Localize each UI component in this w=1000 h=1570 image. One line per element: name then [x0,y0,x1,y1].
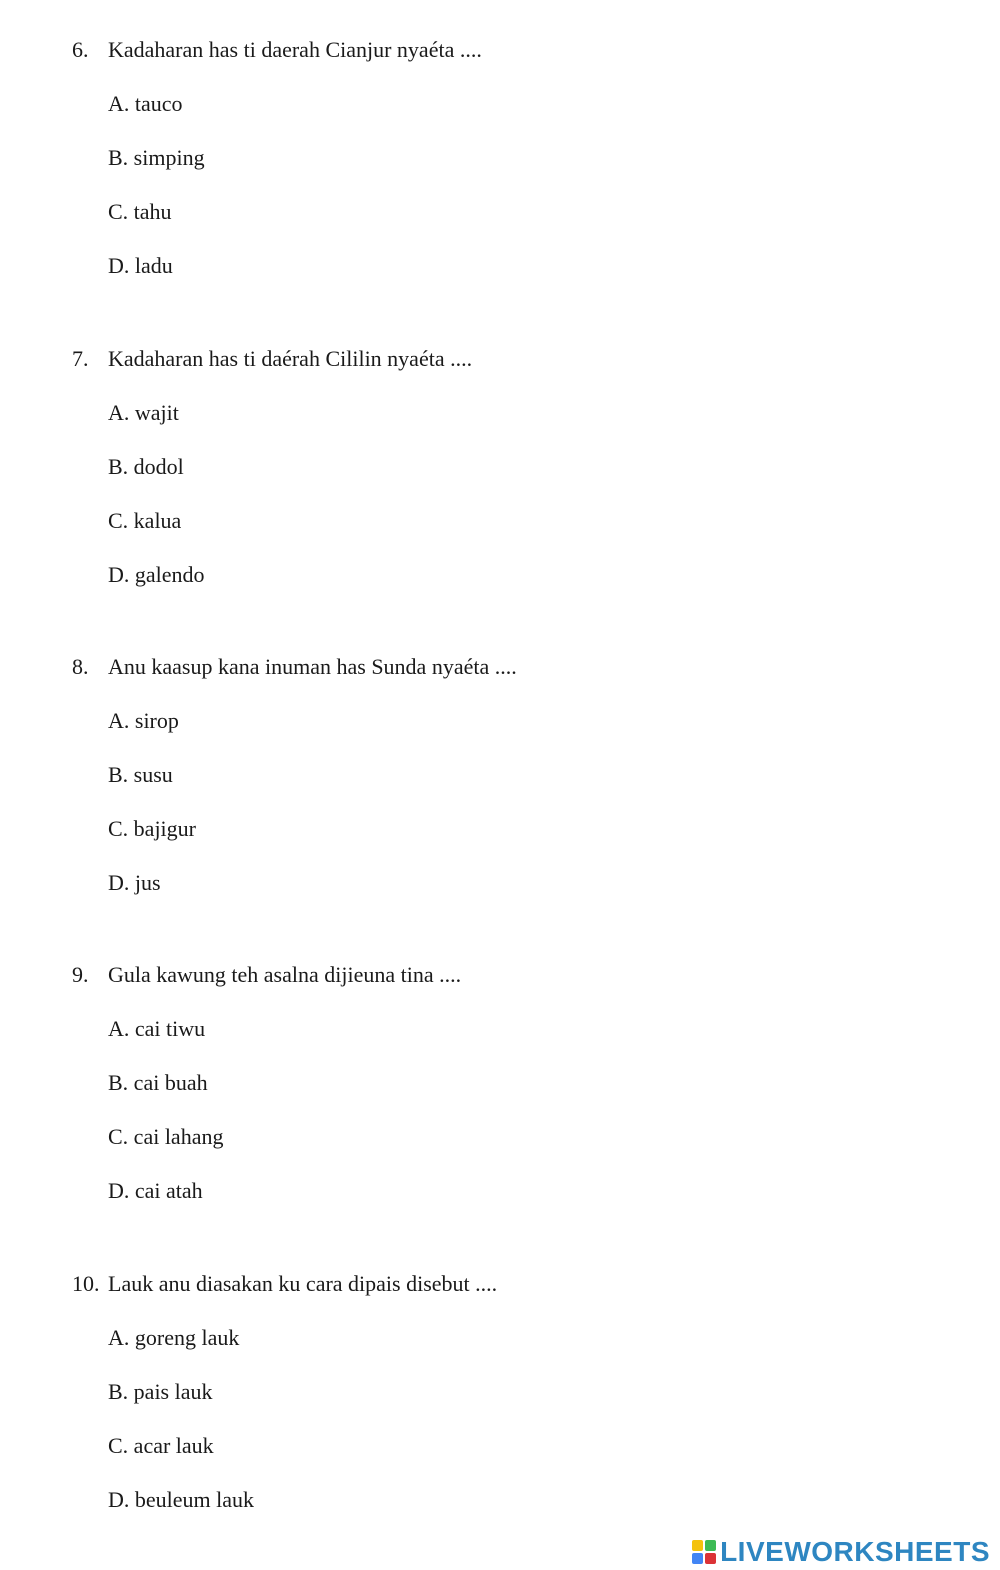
option-list [72,1016,972,1204]
option-d[interactable]: D. beuleum lauk [108,1487,255,1512]
question-number: 6. [72,37,89,62]
option-a[interactable]: A. cai tiwu [108,1016,206,1041]
question-number: 9. [72,962,89,987]
option-c[interactable]: C. cai lahang [108,1124,224,1149]
option-a[interactable]: A. goreng lauk [108,1325,240,1350]
question-header [72,37,972,63]
logo-icon [692,1540,716,1564]
option-d[interactable]: D. galendo [108,562,205,587]
option-d[interactable]: D. cai atah [108,1178,203,1203]
option-c[interactable]: C. bajigur [108,816,196,841]
option-list [72,400,972,588]
question-text: Kadaharan has ti daérah Cililin nyaéta .... [108,346,473,371]
option-b[interactable]: B. simping [108,145,205,170]
logo-square-icon [705,1553,716,1564]
question-header [72,962,972,988]
option-b[interactable]: B. dodol [108,454,184,479]
question-10 [72,1271,972,1513]
question-text: Kadaharan has ti daerah Cianjur nyaéta .... [108,37,482,62]
question-number: 7. [72,346,89,371]
question-number: 10. [72,1271,100,1296]
question-text: Gula kawung teh asalna dijieuna tina .... [108,962,462,987]
question-header [72,1271,972,1297]
logo-square-icon [692,1540,703,1551]
option-b[interactable]: B. pais lauk [108,1379,213,1404]
logo-square-icon [692,1553,703,1564]
option-d[interactable]: D. jus [108,870,161,895]
question-header [72,346,972,372]
question-8 [72,654,972,896]
logo-text: LIVEWORKSHEETS [720,1536,990,1567]
option-list [72,708,972,896]
question-9 [72,962,972,1204]
question-text: Lauk anu diasakan ku cara dipais disebut .... [108,1271,498,1296]
liveworksheets-logo [692,1536,990,1568]
question-header [72,654,972,680]
option-c[interactable]: C. tahu [108,199,172,224]
option-a[interactable]: A. sirop [108,708,179,733]
option-a[interactable]: A. wajit [108,400,179,425]
question-number: 8. [72,654,89,679]
logo-square-icon [705,1540,716,1551]
option-list [72,1325,972,1513]
question-text: Anu kaasup kana inuman has Sunda nyaéta .... [108,654,517,679]
question-6 [72,37,972,279]
option-d[interactable]: D. ladu [108,253,173,278]
option-b[interactable]: B. susu [108,762,173,787]
option-b[interactable]: B. cai buah [108,1070,208,1095]
option-a[interactable]: A. tauco [108,91,183,116]
option-c[interactable]: C. acar lauk [108,1433,214,1458]
question-7 [72,346,972,588]
option-c[interactable]: C. kalua [108,508,182,533]
option-list [72,91,972,279]
